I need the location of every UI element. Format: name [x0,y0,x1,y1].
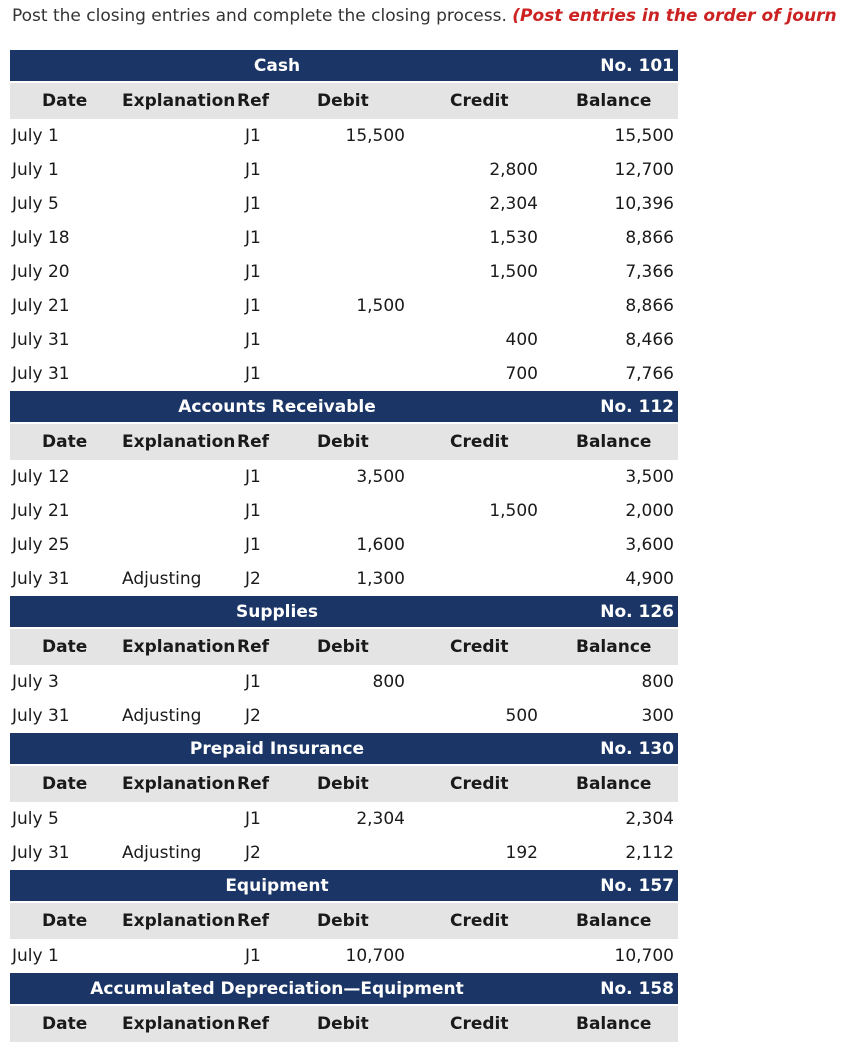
ledger-row [10,528,678,562]
header-debit: Debit [317,774,369,794]
entry-date: July 21 [12,501,70,521]
entry-explanation [122,119,232,153]
header-credit: Credit [450,911,509,931]
entry-ref: J1 [245,809,261,829]
ledger-row [10,939,678,973]
header-explanation: Explanation [122,91,236,111]
ledger-row [10,460,678,494]
entry-date: July 5 [12,809,59,829]
header-explanation: Explanation [122,637,236,657]
header-credit: Credit [450,91,509,111]
entry-ref: J2 [245,706,261,726]
account-name: Equipment [225,875,329,896]
entry-date: July 31 [12,569,70,589]
entry-ref: J1 [245,330,261,350]
header-credit: Credit [450,774,509,794]
header-ref: Ref [237,91,270,111]
entry-debit: 2,304 [356,809,405,829]
entry-explanation [122,460,232,494]
ledger-row [10,665,678,699]
ledger-row [10,494,678,528]
entry-date: July 25 [12,535,70,555]
ledger-column-header [10,903,678,939]
entry-debit: 1,500 [356,296,405,316]
header-balance: Balance [576,637,652,657]
account-number: No. 126 [600,601,674,622]
entry-date: July 31 [12,330,70,350]
entry-credit [438,119,538,153]
entry-balance: 8,866 [625,296,674,316]
ledger-column-header [10,766,678,802]
ledger-row [10,119,678,153]
entry-credit [438,665,538,699]
account-title-bar [10,973,678,1004]
header-explanation: Explanation [122,911,236,931]
entry-date: July 3 [12,672,59,692]
account-title-bar [10,870,678,901]
entry-debit [305,255,405,289]
ledger-column-header [10,629,678,665]
entry-balance: 2,304 [625,809,674,829]
entry-explanation: Adjusting [122,843,202,863]
entry-ref: J1 [245,160,261,180]
entry-balance: 15,500 [614,126,674,146]
entry-debit [305,153,405,187]
instructions-text: Post the closing entries and complete the closing process. [12,6,513,26]
header-date: Date [42,432,88,452]
entry-ref: J1 [245,194,261,214]
header-explanation: Explanation [122,432,236,452]
header-balance: Balance [576,774,652,794]
entry-explanation: Adjusting [122,706,202,726]
entry-balance: 7,766 [625,364,674,384]
entry-balance: 8,866 [625,228,674,248]
header-date: Date [42,637,88,657]
entry-balance: 2,112 [625,843,674,863]
entry-debit: 800 [372,672,405,692]
entry-explanation [122,528,232,562]
entry-credit: 2,304 [489,194,538,214]
entry-balance: 300 [641,706,674,726]
header-date: Date [42,1014,88,1034]
entry-explanation [122,187,232,221]
entry-balance: 10,396 [614,194,674,214]
ledger-column-header [10,424,678,460]
entry-date: July 31 [12,364,70,384]
header-date: Date [42,911,88,931]
entry-credit [438,460,538,494]
entry-ref: J2 [245,843,261,863]
entry-date: July 12 [12,467,70,487]
header-balance: Balance [576,432,652,452]
ledger-row [10,221,678,255]
entry-ref: J1 [245,126,261,146]
header-debit: Debit [317,432,369,452]
entry-debit: 15,500 [345,126,405,146]
header-balance: Balance [576,91,652,111]
entry-explanation [122,802,232,836]
entry-balance: 800 [641,672,674,692]
entry-balance: 4,900 [625,569,674,589]
entry-ref: J1 [245,228,261,248]
entry-ref: J1 [245,672,261,692]
entry-explanation [122,939,232,973]
entry-explanation [122,494,232,528]
header-balance: Balance [576,1014,652,1034]
entry-explanation [122,289,232,323]
entry-explanation: Adjusting [122,569,202,589]
ledger-row [10,562,678,596]
entry-balance: 7,366 [625,262,674,282]
ledger-row [10,255,678,289]
ledger-row [10,357,678,391]
account-number: No. 157 [600,875,674,896]
entry-debit [305,187,405,221]
header-ref: Ref [237,774,270,794]
entry-explanation [122,357,232,391]
header-credit: Credit [450,637,509,657]
entry-debit [305,357,405,391]
account-title-bar [10,391,678,422]
instructions-hint: (Post entries in the order of journ [512,6,837,26]
entry-date: July 5 [12,194,59,214]
entry-ref: J1 [245,501,261,521]
entry-debit [305,699,405,733]
entry-ref: J1 [245,946,261,966]
entry-explanation [122,323,232,357]
entry-credit [438,289,538,323]
account-title-bar [10,596,678,627]
ledger-row [10,187,678,221]
entry-credit: 400 [505,330,538,350]
ledger-row [10,289,678,323]
account-name: Accumulated Depreciation—Equipment [90,978,464,999]
account-number: No. 130 [600,738,674,759]
header-credit: Credit [450,1014,509,1034]
entry-ref: J2 [245,569,261,589]
ledger-column-header [10,83,678,119]
entry-ref: J1 [245,262,261,282]
entry-explanation [122,221,232,255]
ledger-row [10,836,678,870]
entry-credit [438,562,538,596]
entry-explanation [122,153,232,187]
account-name: Cash [253,55,301,76]
entry-debit: 3,500 [356,467,405,487]
entry-balance: 2,000 [625,501,674,521]
account-number: No. 101 [600,55,674,76]
header-explanation: Explanation [122,774,236,794]
ledger-row [10,699,678,733]
account-title-bar [10,50,678,81]
entry-debit: 1,300 [356,569,405,589]
header-date: Date [42,774,88,794]
header-debit: Debit [317,91,369,111]
account-number: No. 112 [600,396,674,417]
entry-date: July 21 [12,296,70,316]
entry-date: July 20 [12,262,70,282]
entry-explanation [122,255,232,289]
ledger-row [10,153,678,187]
entry-date: July 1 [12,126,59,146]
entry-credit: 1,500 [489,262,538,282]
header-ref: Ref [237,637,270,657]
entry-debit [305,494,405,528]
entry-balance: 3,500 [625,467,674,487]
header-balance: Balance [576,911,652,931]
entry-credit: 1,530 [489,228,538,248]
entry-ref: J1 [245,535,261,555]
ledger-row [10,323,678,357]
account-name: Supplies [236,601,318,622]
entry-credit: 192 [505,843,538,863]
header-explanation: Explanation [122,1014,236,1034]
entry-credit: 2,800 [489,160,538,180]
header-ref: Ref [237,432,270,452]
entry-balance: 10,700 [614,946,674,966]
entry-credit: 1,500 [489,501,538,521]
entry-credit [438,939,538,973]
entry-explanation [122,665,232,699]
header-date: Date [42,91,88,111]
entry-debit [305,323,405,357]
account-number: No. 158 [600,978,674,999]
entry-date: July 1 [12,160,59,180]
instructions [12,6,864,26]
entry-ref: J1 [245,467,261,487]
header-debit: Debit [317,1014,369,1034]
ledger-row [10,802,678,836]
entry-debit: 10,700 [345,946,405,966]
entry-debit: 1,600 [356,535,405,555]
entry-balance: 12,700 [614,160,674,180]
entry-credit: 500 [505,706,538,726]
header-ref: Ref [237,911,270,931]
entry-date: July 31 [12,706,70,726]
header-credit: Credit [450,432,509,452]
header-ref: Ref [237,1014,270,1034]
entry-ref: J1 [245,296,261,316]
entry-debit [305,221,405,255]
header-debit: Debit [317,637,369,657]
entry-credit: 700 [505,364,538,384]
ledger-column-header [10,1006,678,1042]
account-name: Accounts Receivable [178,396,376,417]
entry-date: July 31 [12,843,70,863]
entry-credit [438,802,538,836]
entry-debit [305,836,405,870]
header-debit: Debit [317,911,369,931]
entry-balance: 3,600 [625,535,674,555]
account-title-bar [10,733,678,764]
account-name: Prepaid Insurance [189,738,365,759]
entry-balance: 8,466 [625,330,674,350]
entry-date: July 18 [12,228,70,248]
entry-ref: J1 [245,364,261,384]
entry-credit [438,528,538,562]
entry-date: July 1 [12,946,59,966]
